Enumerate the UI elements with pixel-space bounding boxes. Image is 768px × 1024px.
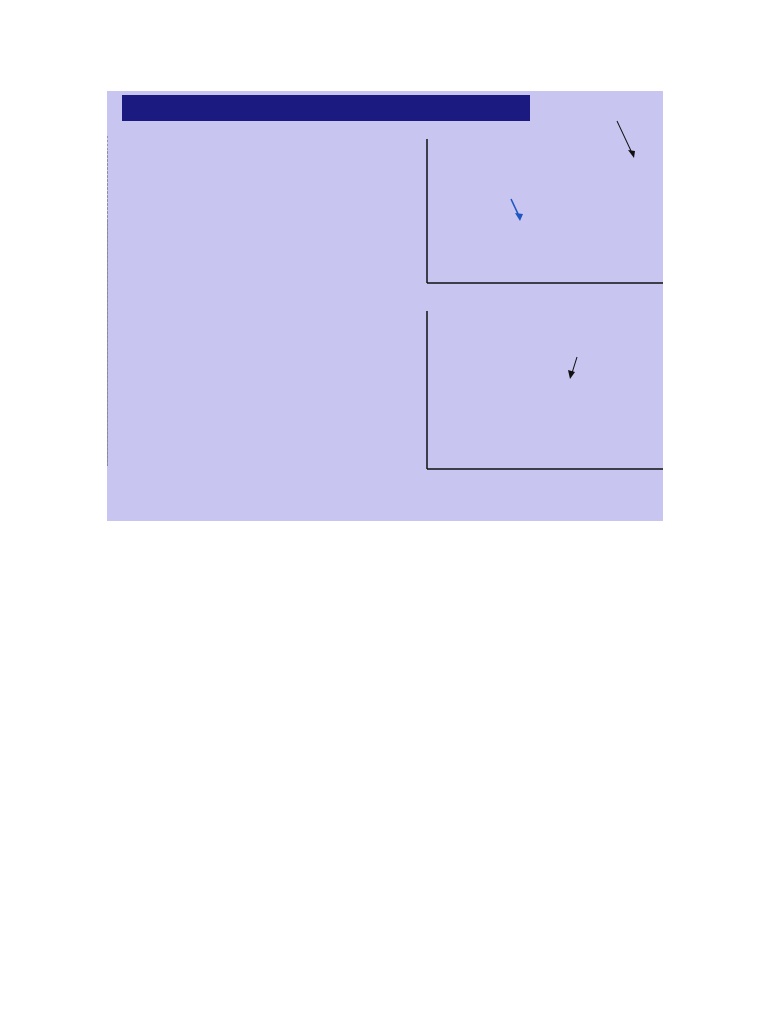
max-technical-arrow-head	[628, 150, 635, 158]
average-marginal-chart	[427, 311, 663, 469]
inflection-arrow-head	[515, 213, 523, 221]
optimum-arrow-line	[572, 357, 577, 373]
production-charts	[107, 91, 663, 521]
max-technical-arrow-line	[617, 121, 632, 153]
optimum-arrow-head	[568, 370, 575, 379]
total-product-chart	[427, 121, 663, 283]
slide-image	[107, 91, 663, 521]
